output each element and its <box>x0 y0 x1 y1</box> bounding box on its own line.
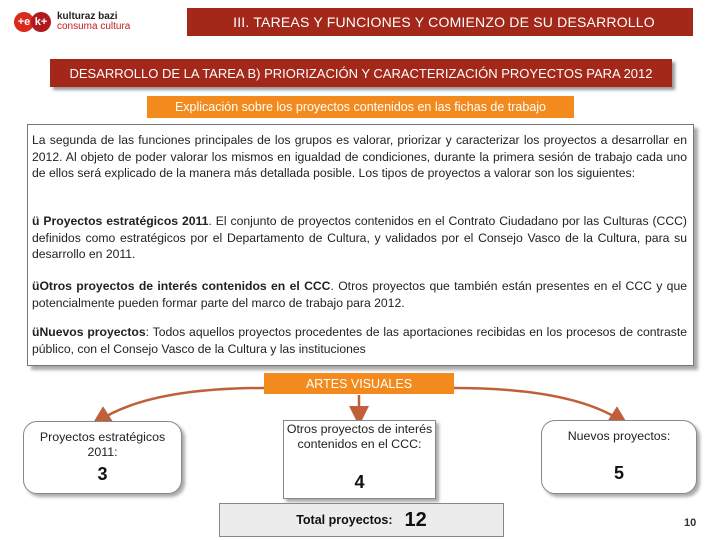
category-label: Proyectos estratégicos 2011: <box>39 430 166 459</box>
item-new-text: : Todos aquellos proyectos procedentes de las aportaciones recibidas en los procesos de contraste público, con el Consejo Vasco de la Cultura y las instituciones <box>32 325 687 356</box>
category-box-new <box>541 420 697 494</box>
category-label: Nuevos proyectos: <box>567 429 671 443</box>
category-value: 3 <box>97 464 108 484</box>
category-label: Otros proyectos de interés contenidos en el CCC: <box>286 422 433 451</box>
logo-line-1: kulturaz bazi <box>57 11 118 22</box>
intro-paragraph: La segunda de las funciones principales de los grupos es valorar, priorizar y caracterizar los proyectos a desarrollar en 2012. Al objeto de poder valorar los mismos en igualdad de condiciones, durante la primera sesión de trabajo cada uno de ellos será explicado de la manera más detallada posible. Los tipos de proyectos a valorar son los siguientes: <box>32 133 687 180</box>
logo-line-2: consuma cultura <box>57 21 131 32</box>
category-box-strategic <box>23 421 182 494</box>
logo-circle-k-plus: k+ <box>31 12 51 32</box>
total-label: Total proyectos: <box>296 513 393 527</box>
category-box-other <box>283 420 436 499</box>
diagram-root-label: ARTES VISUALES <box>305 376 413 391</box>
total-box <box>219 503 504 537</box>
page-title: III. TAREAS Y FUNCIONES Y COMIENZO DE SU DESARROLLO <box>233 14 655 30</box>
category-value: 4 <box>354 472 365 492</box>
logo-circle-plus-e: +e <box>14 12 34 32</box>
check-mark-icon: ü <box>32 325 40 339</box>
item-new-title: Nuevos proyectos <box>39 325 146 339</box>
section-title: DESARROLLO DE LA TAREA B) PRIORIZACIÓN Y CARACTERIZACIÓN PROYECTOS PARA 2012 <box>69 65 653 81</box>
arrow-to-new <box>454 388 620 420</box>
subsection-title: Explicación sobre los proyectos contenidos en las fichas de trabajo <box>174 100 547 114</box>
arrow-to-strategic <box>100 388 264 420</box>
check-mark-icon: ü <box>32 279 40 293</box>
total-value: 12 <box>404 508 427 531</box>
check-mark-icon: ü <box>32 214 40 228</box>
item-strategic-text: . El conjunto de proyectos contenidos en el Contrato Ciudadano por las Culturas (CCC) definidos como estratégicos por el Departamento de Cultura, y validados por el Consejo Vasco de la Cultura, para su desarrollo en 2011. <box>32 214 687 261</box>
item-strategic-title: Proyectos estratégicos 2011 <box>39 214 209 228</box>
page-number: 10 <box>684 517 697 529</box>
diagram-root-box <box>264 373 454 394</box>
item-other-title: Otros proyectos de interés contenidos en el CCC <box>39 279 331 293</box>
item-other-text: . Otros proyectos que también están presentes en el CCC y que potencialmente pueden formar parte del marco de trabajo para 2012. <box>32 279 688 310</box>
category-value: 5 <box>613 463 624 483</box>
